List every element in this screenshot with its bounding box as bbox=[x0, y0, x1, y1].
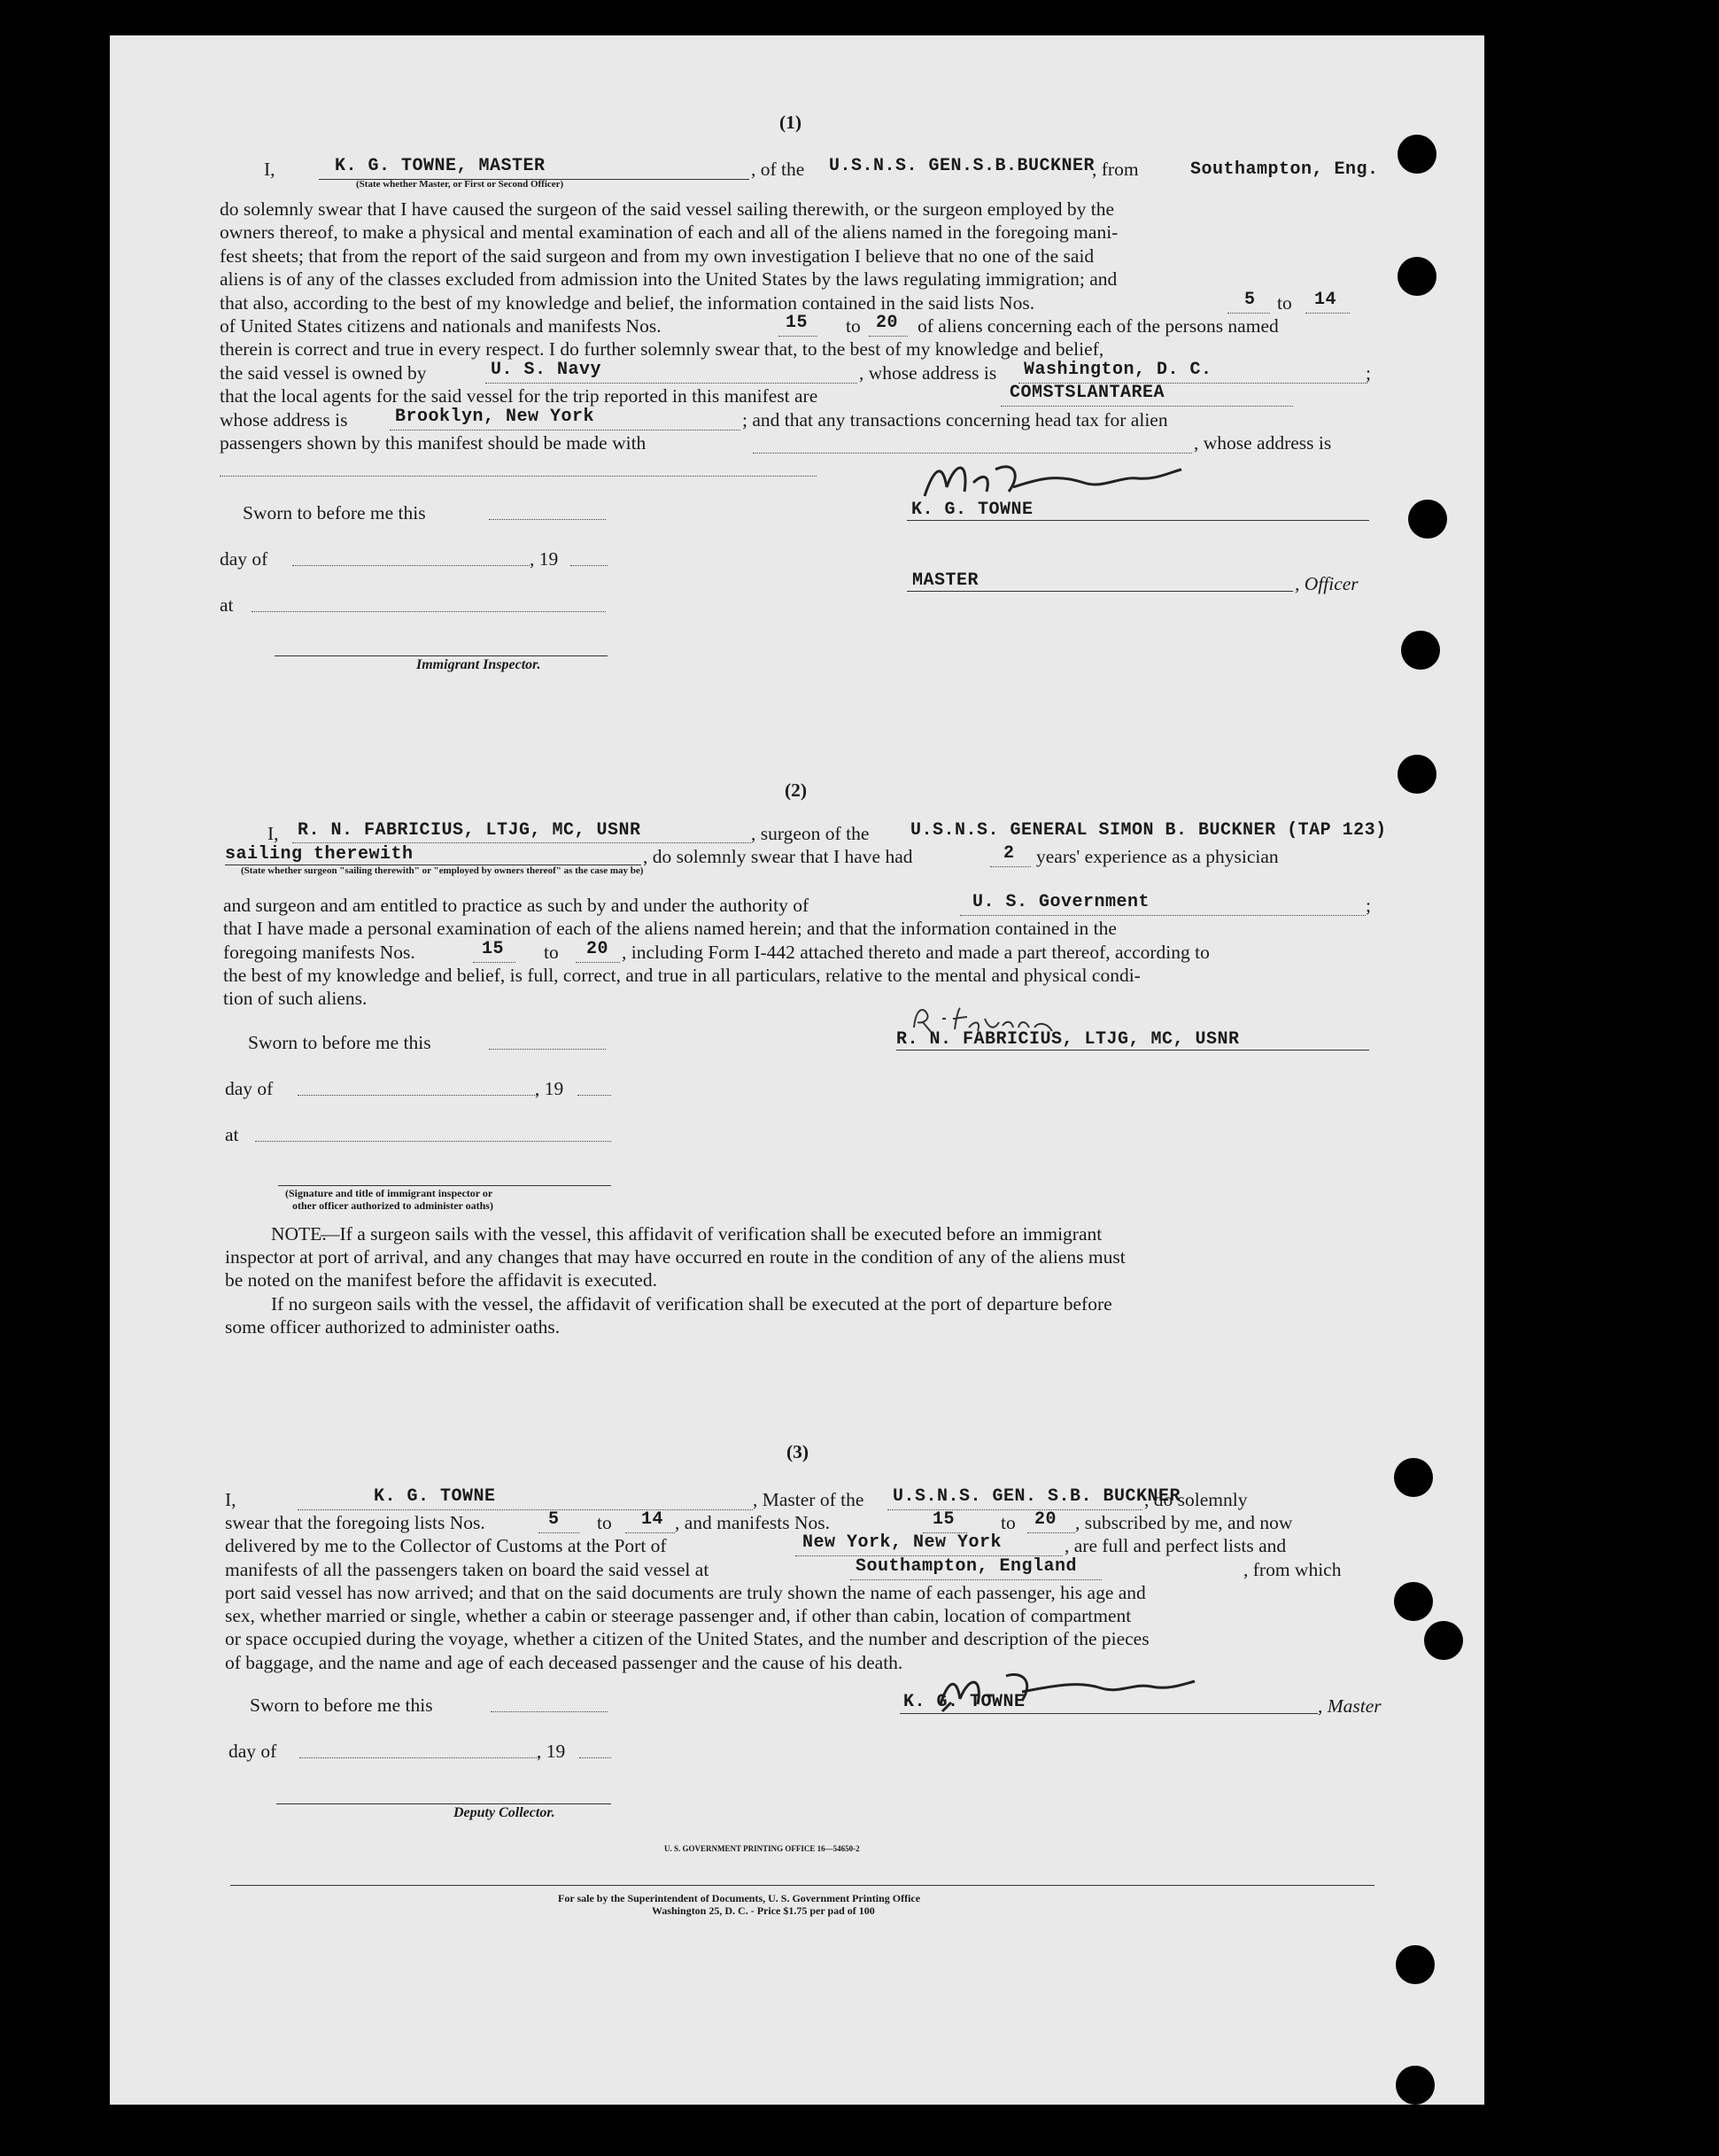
s1-line9: that the local agents for the said vessel for the trip reported in this manifest are bbox=[220, 385, 818, 407]
s2-surgeon-of: , surgeon of the bbox=[751, 823, 870, 844]
s1-master-name: K. G. TOWNE, MASTER bbox=[335, 156, 546, 176]
s1-of-the: , of the bbox=[751, 159, 805, 180]
manifest-page bbox=[110, 35, 1484, 2105]
s1-sworn: Sworn to before me this bbox=[243, 502, 426, 523]
s2-year: , 19 bbox=[535, 1078, 564, 1099]
s1-line11-b: , whose address is bbox=[1194, 432, 1332, 454]
s3-deputy: Deputy Collector. bbox=[453, 1805, 555, 1820]
s2-line-e: tion of such aliens. bbox=[223, 988, 368, 1009]
s3-line4-b: , from which bbox=[1243, 1559, 1342, 1580]
s3-i: I, bbox=[225, 1489, 236, 1510]
s3-master: , Master bbox=[1318, 1695, 1382, 1717]
punch-hole bbox=[1394, 1582, 1433, 1621]
s2-semicolon: ; bbox=[1366, 895, 1371, 916]
s1-owner-address: Washington, D. C. bbox=[1024, 360, 1212, 380]
s1-man-to: 20 bbox=[876, 313, 899, 333]
s2-vessel: U.S.N.S. GENERAL SIMON B. BUCKNER (TAP 123) bbox=[910, 820, 1387, 841]
punch-hole bbox=[1424, 1621, 1463, 1660]
s1-from: , from bbox=[1092, 159, 1139, 180]
s2-at: at bbox=[225, 1124, 239, 1145]
s3-list-from: 5 bbox=[548, 1509, 560, 1530]
s2-note3: be noted on the manifest before the affidavit is executed. bbox=[225, 1269, 657, 1291]
s3-line3-b: , are full and perfect lists and bbox=[1065, 1535, 1287, 1556]
s2-state-note: (State whether surgeon "sailing therewith" or "employed by owners thereof" as the case may be) bbox=[241, 865, 644, 876]
footer-sale2: Washington 25, D. C. - Price $1.75 per pad of 100 bbox=[652, 1904, 875, 1917]
s3-line6: sex, whether married or single, whether a cabin or steerage passenger and, if other than cabin, location of compartment bbox=[225, 1605, 1132, 1626]
s3-line7: or space occupied during the voyage, whether a citizen of the United States, and the number and description of the pieces bbox=[225, 1628, 1150, 1649]
s2-note-label: NOTE. bbox=[271, 1223, 327, 1245]
s1-agents-address: Brooklyn, New York bbox=[395, 407, 595, 427]
s2-do-swear: , do solemnly swear that I have had bbox=[643, 846, 913, 867]
s2-line-b: that I have made a personal examination of each of the aliens named herein; and that the information contained in the bbox=[223, 918, 1117, 939]
punch-hole bbox=[1398, 755, 1436, 794]
s3-signer: K. G. TOWNE bbox=[903, 1692, 1026, 1712]
s2-note5: some officer authorized to administer oaths. bbox=[225, 1316, 561, 1338]
section1-number: (1) bbox=[779, 112, 802, 133]
s3-sworn: Sworn to before me this bbox=[250, 1695, 433, 1716]
s3-line2-b: , and manifests Nos. bbox=[675, 1512, 830, 1533]
section3-number: (3) bbox=[786, 1441, 809, 1462]
s3-line2: swear that the foregoing lists Nos. bbox=[225, 1512, 485, 1533]
punch-hole bbox=[1398, 135, 1436, 174]
section2-number: (2) bbox=[785, 779, 808, 801]
s1-signer: K. G. TOWNE bbox=[911, 500, 1034, 520]
s3-line4: manifests of all the passengers taken on board the said vessel at bbox=[225, 1559, 709, 1580]
s1-year: , 19 bbox=[530, 548, 559, 570]
s1-title: MASTER bbox=[912, 570, 980, 591]
s1-line5: that also, according to the best of my knowledge and belief, the information contained in the said lists Nos. bbox=[220, 292, 1035, 314]
s2-years-text: years' experience as a physician bbox=[1036, 846, 1279, 867]
punch-hole bbox=[1394, 1458, 1433, 1497]
s1-i: I, bbox=[264, 159, 275, 180]
s2-line-c-b: , including Form I-442 attached thereto and made a part thereof, according to bbox=[622, 942, 1210, 963]
punch-hole bbox=[1396, 2066, 1435, 2105]
s2-signer: R. N. FABRICIUS, LTJG, MC, USNR bbox=[896, 1029, 1240, 1050]
s1-line10: whose address is bbox=[220, 409, 348, 430]
s1-semicolon: ; bbox=[1366, 362, 1371, 384]
s1-line7: therein is correct and true in every respect. I do further solemnly swear that, to the best of my knowledge and belief, bbox=[220, 338, 1104, 360]
s3-master-of: , Master of the bbox=[753, 1489, 864, 1510]
s3-day-of: day of bbox=[228, 1741, 277, 1762]
s2-authority: U. S. Government bbox=[972, 892, 1150, 912]
s3-name: K. G. TOWNE bbox=[374, 1486, 496, 1507]
s2-note2: inspector at port of arrival, and any changes that may have occurred en route in the condition of any of the aliens must bbox=[225, 1246, 1126, 1268]
s3-line5: port said vessel has now arrived; and that on the said documents are truly shown the name of each passenger, his age and bbox=[225, 1582, 1146, 1603]
s1-line1: do solemnly swear that I have caused the surgeon of the said vessel sailing therewith, or the surgeon employed by the bbox=[220, 198, 1115, 220]
s3-line3: delivered by me to the Collector of Customs at the Port of bbox=[225, 1535, 667, 1556]
s1-at: at bbox=[220, 594, 234, 616]
s3-man-to: 20 bbox=[1034, 1509, 1057, 1530]
s3-list-to: 14 bbox=[641, 1509, 664, 1530]
s3-to: to bbox=[597, 1512, 612, 1533]
s2-i: I, bbox=[267, 823, 279, 844]
s1-vessel: U.S.N.S. GEN.S.B.BUCKNER bbox=[829, 156, 1096, 176]
s3-line2-c: , subscribed by me, and now bbox=[1075, 1512, 1293, 1533]
s2-line-c: foregoing manifests Nos. bbox=[223, 942, 415, 963]
punch-hole bbox=[1408, 500, 1447, 539]
footer-printing: U. S. GOVERNMENT PRINTING OFFICE 16—54650-2 bbox=[664, 1844, 860, 1853]
s1-line6-b: of aliens concerning each of the persons named bbox=[918, 315, 1279, 337]
s1-line10-b: ; and that any transactions concerning head tax for alien bbox=[742, 409, 1168, 430]
s3-year: , 19 bbox=[537, 1741, 566, 1762]
s1-owner: U. S. Navy bbox=[491, 360, 602, 380]
footer-sale1: For sale by the Superintendent of Documents, U. S. Government Printing Office bbox=[558, 1892, 921, 1904]
s3-to-2: to bbox=[1001, 1512, 1016, 1533]
s1-list-from: 5 bbox=[1244, 290, 1256, 310]
s3-vessel: U.S.N.S. GEN. S.B. BUCKNER bbox=[893, 1486, 1181, 1507]
s2-to: to bbox=[544, 942, 559, 963]
s2-years: 2 bbox=[1003, 843, 1015, 864]
s1-inspector: Immigrant Inspector. bbox=[416, 657, 541, 672]
punch-hole bbox=[1401, 631, 1440, 670]
s3-port: New York, New York bbox=[802, 1532, 1003, 1553]
s2-sig-caption1: (Signature and title of immigrant inspector or bbox=[285, 1187, 493, 1199]
s1-day-of: day of bbox=[220, 548, 268, 570]
s1-from-port: Southampton, Eng. bbox=[1190, 159, 1379, 180]
s1-line2: owners thereof, to make a physical and mental examination of each and all of the aliens named in the foregoing mani- bbox=[220, 221, 1119, 243]
s1-agents: COMSTSLANTAREA bbox=[1010, 383, 1165, 403]
s1-officer: , Officer bbox=[1295, 573, 1359, 594]
s1-to: to bbox=[1277, 292, 1292, 314]
s3-do-solemnly: , do solemnly bbox=[1144, 1489, 1248, 1510]
s1-list-to: 14 bbox=[1314, 290, 1337, 310]
s2-day-of: day of bbox=[225, 1078, 274, 1099]
s2-line-d: the best of my knowledge and belief, is full, correct, and true in all particulars, relative to the mental and physical condi- bbox=[223, 965, 1141, 986]
s2-auth-line: and surgeon and am entitled to practice as such by and under the authority of bbox=[223, 895, 809, 916]
s3-embark: Southampton, England bbox=[856, 1556, 1078, 1577]
s2-surgeon-name: R. N. FABRICIUS, LTJG, MC, USNR bbox=[298, 820, 641, 841]
s2-note4: If no surgeon sails with the vessel, the affidavit of verification shall be executed at the port of departure before bbox=[271, 1293, 1112, 1315]
s1-line3: fest sheets; that from the report of the said surgeon and from my own investigation I believe that no one of the said bbox=[220, 245, 1095, 267]
s1-line6: of United States citizens and nationals and manifests Nos. bbox=[220, 315, 662, 337]
s1-line4: aliens is of any of the classes excluded from admission into the United States by the laws regulating immigration; and bbox=[220, 268, 1118, 290]
s1-state-note: (State whether Master, or First or Second Officer) bbox=[356, 179, 564, 190]
s2-note1: —If a surgeon sails with the vessel, this affidavit of verification shall be executed before an immigrant bbox=[321, 1223, 1103, 1245]
s2-man-to: 20 bbox=[586, 939, 609, 959]
s2-sailing: sailing therewith bbox=[225, 844, 414, 865]
s1-to-2: to bbox=[846, 315, 861, 337]
s3-line8: of baggage, and the name and age of each deceased passenger and the cause of his death. bbox=[225, 1652, 903, 1673]
s1-line11: passengers shown by this manifest should be made with bbox=[220, 432, 647, 454]
punch-hole bbox=[1396, 1945, 1435, 1984]
s1-line8: the said vessel is owned by bbox=[220, 362, 427, 384]
s1-line8-b: , whose address is bbox=[859, 362, 997, 384]
s1-man-from: 15 bbox=[786, 313, 809, 333]
punch-hole bbox=[1398, 257, 1436, 296]
s2-sworn: Sworn to before me this bbox=[248, 1032, 431, 1053]
s2-sig-caption2: other officer authorized to administer oaths) bbox=[292, 1199, 493, 1212]
s2-man-from: 15 bbox=[482, 939, 505, 959]
s3-man-from: 15 bbox=[933, 1509, 956, 1530]
